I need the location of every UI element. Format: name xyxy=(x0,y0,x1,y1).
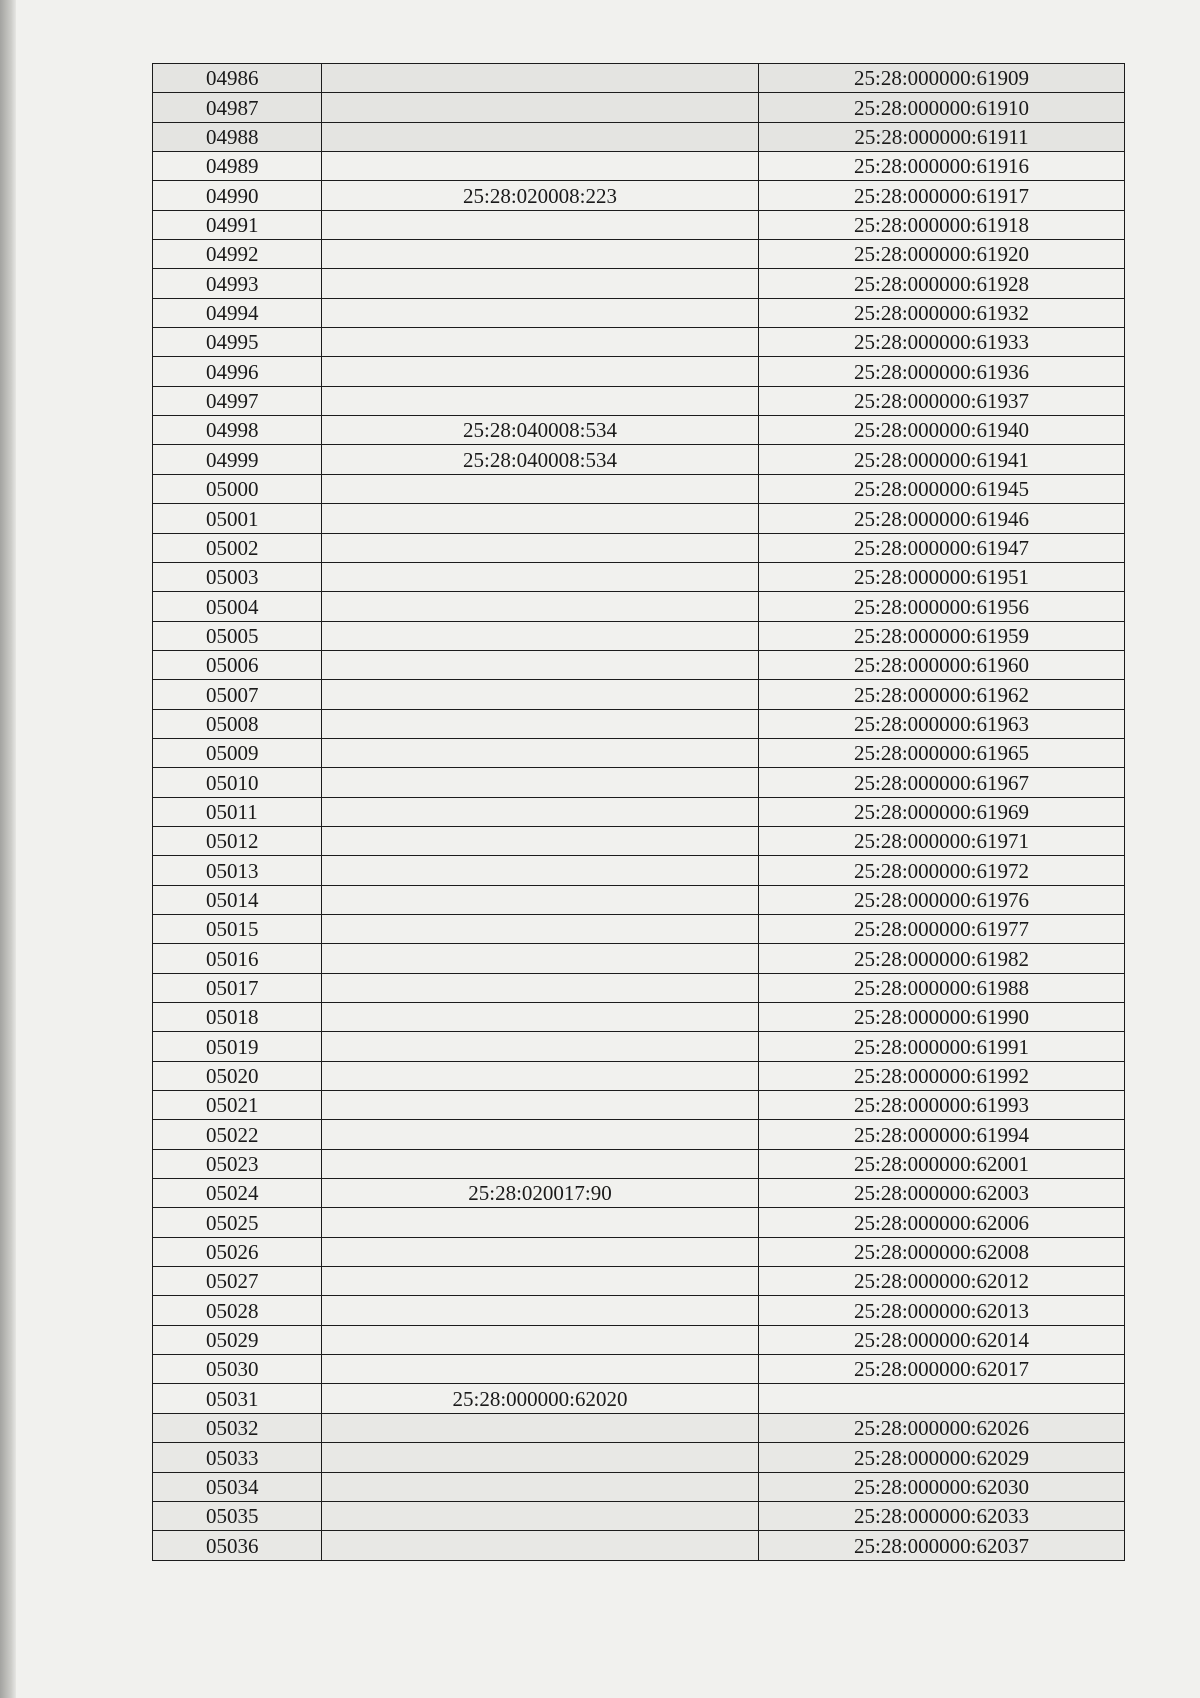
linked-cadastral-number-cell: 25:28:000000:61956 xyxy=(759,592,1125,621)
cadastral-number-cell xyxy=(322,357,759,386)
linked-cadastral-number-cell: 25:28:000000:62012 xyxy=(759,1267,1125,1296)
table-row xyxy=(153,298,1125,327)
linked-cadastral-number-cell: 25:28:000000:61972 xyxy=(759,856,1125,885)
row-number-cell: 05005 xyxy=(153,621,322,650)
cadastral-number-cell xyxy=(322,768,759,797)
row-number-cell: 04997 xyxy=(153,386,322,415)
linked-cadastral-number-cell: 25:28:000000:61959 xyxy=(759,621,1125,650)
linked-cadastral-number-cell: 25:28:000000:61990 xyxy=(759,1003,1125,1032)
cadastral-number-cell xyxy=(322,709,759,738)
cadastral-number-cell xyxy=(322,797,759,826)
table-row xyxy=(153,1472,1125,1501)
linked-cadastral-number-cell: 25:28:000000:61937 xyxy=(759,386,1125,415)
row-number-cell: 05018 xyxy=(153,1003,322,1032)
table-row xyxy=(153,1443,1125,1472)
cadastral-number-cell xyxy=(322,1413,759,1442)
table-row xyxy=(153,914,1125,943)
linked-cadastral-number-cell: 25:28:000000:61965 xyxy=(759,738,1125,767)
table-row xyxy=(153,1413,1125,1442)
table-row xyxy=(153,1267,1125,1296)
scan-edge-shadow xyxy=(0,0,16,1698)
cadastral-number-cell xyxy=(322,210,759,239)
row-number-cell: 05031 xyxy=(153,1384,322,1413)
linked-cadastral-number-cell: 25:28:000000:61960 xyxy=(759,650,1125,679)
table-row xyxy=(153,1384,1125,1413)
cadastral-number-cell xyxy=(322,1091,759,1120)
table-row xyxy=(153,1061,1125,1090)
table-row xyxy=(153,64,1125,93)
row-number-cell: 04988 xyxy=(153,122,322,151)
linked-cadastral-number-cell xyxy=(759,1384,1125,1413)
cadastral-number-cell: 25:28:020017:90 xyxy=(322,1179,759,1208)
row-number-cell: 04989 xyxy=(153,152,322,181)
table-row xyxy=(153,1091,1125,1120)
table-row xyxy=(153,562,1125,591)
table-row xyxy=(153,152,1125,181)
table-row xyxy=(153,93,1125,122)
linked-cadastral-number-cell: 25:28:000000:61946 xyxy=(759,504,1125,533)
table-row xyxy=(153,1003,1125,1032)
cadastral-number-cell xyxy=(322,474,759,503)
row-number-cell: 05027 xyxy=(153,1267,322,1296)
linked-cadastral-number-cell: 25:28:000000:62037 xyxy=(759,1531,1125,1560)
table-row xyxy=(153,1296,1125,1325)
row-number-cell: 05017 xyxy=(153,973,322,1002)
row-number-cell: 05022 xyxy=(153,1120,322,1149)
cadastral-number-cell xyxy=(322,592,759,621)
row-number-cell: 05023 xyxy=(153,1149,322,1178)
linked-cadastral-number-cell: 25:28:000000:61947 xyxy=(759,533,1125,562)
table-row xyxy=(153,416,1125,445)
cadastral-number-cell xyxy=(322,562,759,591)
cadastral-number-cell xyxy=(322,885,759,914)
cadastral-number-cell xyxy=(322,1120,759,1149)
linked-cadastral-number-cell: 25:28:000000:61993 xyxy=(759,1091,1125,1120)
table-row xyxy=(153,826,1125,855)
table-row xyxy=(153,122,1125,151)
table-row xyxy=(153,1237,1125,1266)
linked-cadastral-number-cell: 25:28:000000:62003 xyxy=(759,1179,1125,1208)
cadastral-number-cell xyxy=(322,93,759,122)
table-row xyxy=(153,181,1125,210)
cadastral-number-cell xyxy=(322,152,759,181)
linked-cadastral-number-cell: 25:28:000000:61963 xyxy=(759,709,1125,738)
cadastral-number-cell xyxy=(322,1061,759,1090)
row-number-cell: 04999 xyxy=(153,445,322,474)
table-row xyxy=(153,621,1125,650)
linked-cadastral-number-cell: 25:28:000000:61920 xyxy=(759,240,1125,269)
row-number-cell: 04987 xyxy=(153,93,322,122)
table-row xyxy=(153,1149,1125,1178)
linked-cadastral-number-cell: 25:28:000000:62030 xyxy=(759,1472,1125,1501)
linked-cadastral-number-cell: 25:28:000000:61991 xyxy=(759,1032,1125,1061)
cadastral-number-cell xyxy=(322,650,759,679)
table-row xyxy=(153,650,1125,679)
row-number-cell: 05021 xyxy=(153,1091,322,1120)
linked-cadastral-number-cell: 25:28:000000:62006 xyxy=(759,1208,1125,1237)
linked-cadastral-number-cell: 25:28:000000:62008 xyxy=(759,1237,1125,1266)
cadastral-number-cell xyxy=(322,64,759,93)
table-row xyxy=(153,768,1125,797)
table-row xyxy=(153,885,1125,914)
row-number-cell: 05034 xyxy=(153,1472,322,1501)
cadastral-number-cell xyxy=(322,298,759,327)
table-body xyxy=(153,64,1125,1561)
linked-cadastral-number-cell: 25:28:000000:61940 xyxy=(759,416,1125,445)
row-number-cell: 05009 xyxy=(153,738,322,767)
row-number-cell: 05011 xyxy=(153,797,322,826)
row-number-cell: 04990 xyxy=(153,181,322,210)
cadastral-number-cell xyxy=(322,269,759,298)
cadastral-number-cell xyxy=(322,1531,759,1560)
linked-cadastral-number-cell: 25:28:000000:61918 xyxy=(759,210,1125,239)
cadastral-number-cell: 25:28:000000:62020 xyxy=(322,1384,759,1413)
cadastral-number-cell: 25:28:040008:534 xyxy=(322,416,759,445)
table-row xyxy=(153,1208,1125,1237)
linked-cadastral-number-cell: 25:28:000000:61976 xyxy=(759,885,1125,914)
row-number-cell: 05032 xyxy=(153,1413,322,1442)
table-row xyxy=(153,1355,1125,1384)
cadastral-number-cell xyxy=(322,1237,759,1266)
linked-cadastral-number-cell: 25:28:000000:61992 xyxy=(759,1061,1125,1090)
row-number-cell: 05029 xyxy=(153,1325,322,1354)
table-row xyxy=(153,328,1125,357)
table-row xyxy=(153,1120,1125,1149)
row-number-cell: 04992 xyxy=(153,240,322,269)
cadastral-number-cell xyxy=(322,122,759,151)
linked-cadastral-number-cell: 25:28:000000:61928 xyxy=(759,269,1125,298)
row-number-cell: 05001 xyxy=(153,504,322,533)
row-number-cell: 05003 xyxy=(153,562,322,591)
row-number-cell: 05036 xyxy=(153,1531,322,1560)
linked-cadastral-number-cell: 25:28:000000:61994 xyxy=(759,1120,1125,1149)
table-row xyxy=(153,1179,1125,1208)
linked-cadastral-number-cell: 25:28:000000:62026 xyxy=(759,1413,1125,1442)
linked-cadastral-number-cell: 25:28:000000:61917 xyxy=(759,181,1125,210)
linked-cadastral-number-cell: 25:28:000000:61936 xyxy=(759,357,1125,386)
row-number-cell: 05006 xyxy=(153,650,322,679)
linked-cadastral-number-cell: 25:28:000000:61911 xyxy=(759,122,1125,151)
linked-cadastral-number-cell: 25:28:000000:61910 xyxy=(759,93,1125,122)
cadastral-number-cell xyxy=(322,1501,759,1530)
table-row xyxy=(153,944,1125,973)
cadastral-number-cell xyxy=(322,856,759,885)
linked-cadastral-number-cell: 25:28:000000:62017 xyxy=(759,1355,1125,1384)
table-row xyxy=(153,856,1125,885)
cadastral-number-cell xyxy=(322,944,759,973)
row-number-cell: 04996 xyxy=(153,357,322,386)
row-number-cell: 04986 xyxy=(153,64,322,93)
row-number-cell: 05030 xyxy=(153,1355,322,1384)
table-row xyxy=(153,709,1125,738)
table-row xyxy=(153,386,1125,415)
cadastral-number-cell xyxy=(322,1296,759,1325)
cadastral-number-cell xyxy=(322,240,759,269)
table-row xyxy=(153,1325,1125,1354)
table-row xyxy=(153,445,1125,474)
table-row xyxy=(153,210,1125,239)
row-number-cell: 05025 xyxy=(153,1208,322,1237)
cadastral-number-cell xyxy=(322,1032,759,1061)
linked-cadastral-number-cell: 25:28:000000:61967 xyxy=(759,768,1125,797)
row-number-cell: 05020 xyxy=(153,1061,322,1090)
row-number-cell: 05019 xyxy=(153,1032,322,1061)
linked-cadastral-number-cell: 25:28:000000:61951 xyxy=(759,562,1125,591)
linked-cadastral-number-cell: 25:28:000000:61982 xyxy=(759,944,1125,973)
linked-cadastral-number-cell: 25:28:000000:61969 xyxy=(759,797,1125,826)
row-number-cell: 04991 xyxy=(153,210,322,239)
cadastral-number-cell xyxy=(322,826,759,855)
cadastral-number-cell xyxy=(322,504,759,533)
row-number-cell: 05004 xyxy=(153,592,322,621)
row-number-cell: 05013 xyxy=(153,856,322,885)
row-number-cell: 04993 xyxy=(153,269,322,298)
row-number-cell: 05007 xyxy=(153,680,322,709)
row-number-cell: 05010 xyxy=(153,768,322,797)
row-number-cell: 05000 xyxy=(153,474,322,503)
row-number-cell: 05016 xyxy=(153,944,322,973)
linked-cadastral-number-cell: 25:28:000000:61977 xyxy=(759,914,1125,943)
cadastral-number-cell: 25:28:040008:534 xyxy=(322,445,759,474)
row-number-cell: 05024 xyxy=(153,1179,322,1208)
table-row xyxy=(153,1531,1125,1560)
table-row xyxy=(153,973,1125,1002)
row-number-cell: 04998 xyxy=(153,416,322,445)
table-row xyxy=(153,533,1125,562)
linked-cadastral-number-cell: 25:28:000000:61916 xyxy=(759,152,1125,181)
linked-cadastral-number-cell: 25:28:000000:61945 xyxy=(759,474,1125,503)
linked-cadastral-number-cell: 25:28:000000:61941 xyxy=(759,445,1125,474)
cadastral-number-cell xyxy=(322,621,759,650)
linked-cadastral-number-cell: 25:28:000000:61962 xyxy=(759,680,1125,709)
row-number-cell: 05012 xyxy=(153,826,322,855)
cadastral-number-cell xyxy=(322,738,759,767)
cadastral-number-cell xyxy=(322,1355,759,1384)
cadastral-number-cell xyxy=(322,914,759,943)
linked-cadastral-number-cell: 25:28:000000:61932 xyxy=(759,298,1125,327)
cadastral-table xyxy=(152,63,1125,1561)
cadastral-number-cell xyxy=(322,1443,759,1472)
linked-cadastral-number-cell: 25:28:000000:61909 xyxy=(759,64,1125,93)
table-row xyxy=(153,1501,1125,1530)
row-number-cell: 04994 xyxy=(153,298,322,327)
table-row xyxy=(153,797,1125,826)
table-row xyxy=(153,240,1125,269)
table-row xyxy=(153,357,1125,386)
cadastral-number-cell xyxy=(322,1208,759,1237)
cadastral-number-cell xyxy=(322,1267,759,1296)
cadastral-number-cell xyxy=(322,1325,759,1354)
linked-cadastral-number-cell: 25:28:000000:62033 xyxy=(759,1501,1125,1530)
row-number-cell: 04995 xyxy=(153,328,322,357)
row-number-cell: 05008 xyxy=(153,709,322,738)
row-number-cell: 05035 xyxy=(153,1501,322,1530)
row-number-cell: 05026 xyxy=(153,1237,322,1266)
table-row xyxy=(153,504,1125,533)
linked-cadastral-number-cell: 25:28:000000:61988 xyxy=(759,973,1125,1002)
linked-cadastral-number-cell: 25:28:000000:61933 xyxy=(759,328,1125,357)
cadastral-number-cell xyxy=(322,1003,759,1032)
row-number-cell: 05028 xyxy=(153,1296,322,1325)
table-row xyxy=(153,738,1125,767)
linked-cadastral-number-cell: 25:28:000000:61971 xyxy=(759,826,1125,855)
cadastral-number-cell xyxy=(322,386,759,415)
cadastral-number-cell xyxy=(322,1149,759,1178)
cadastral-number-cell xyxy=(322,328,759,357)
table-row xyxy=(153,474,1125,503)
linked-cadastral-number-cell: 25:28:000000:62029 xyxy=(759,1443,1125,1472)
row-number-cell: 05002 xyxy=(153,533,322,562)
row-number-cell: 05033 xyxy=(153,1443,322,1472)
table-row xyxy=(153,269,1125,298)
cadastral-number-cell xyxy=(322,973,759,1002)
linked-cadastral-number-cell: 25:28:000000:62001 xyxy=(759,1149,1125,1178)
cadastral-number-cell xyxy=(322,1472,759,1501)
cadastral-number-cell: 25:28:020008:223 xyxy=(322,181,759,210)
linked-cadastral-number-cell: 25:28:000000:62013 xyxy=(759,1296,1125,1325)
row-number-cell: 05015 xyxy=(153,914,322,943)
linked-cadastral-number-cell: 25:28:000000:62014 xyxy=(759,1325,1125,1354)
cadastral-number-cell xyxy=(322,680,759,709)
cadastral-number-cell xyxy=(322,533,759,562)
table-row xyxy=(153,1032,1125,1061)
table-row xyxy=(153,680,1125,709)
row-number-cell: 05014 xyxy=(153,885,322,914)
table-row xyxy=(153,592,1125,621)
